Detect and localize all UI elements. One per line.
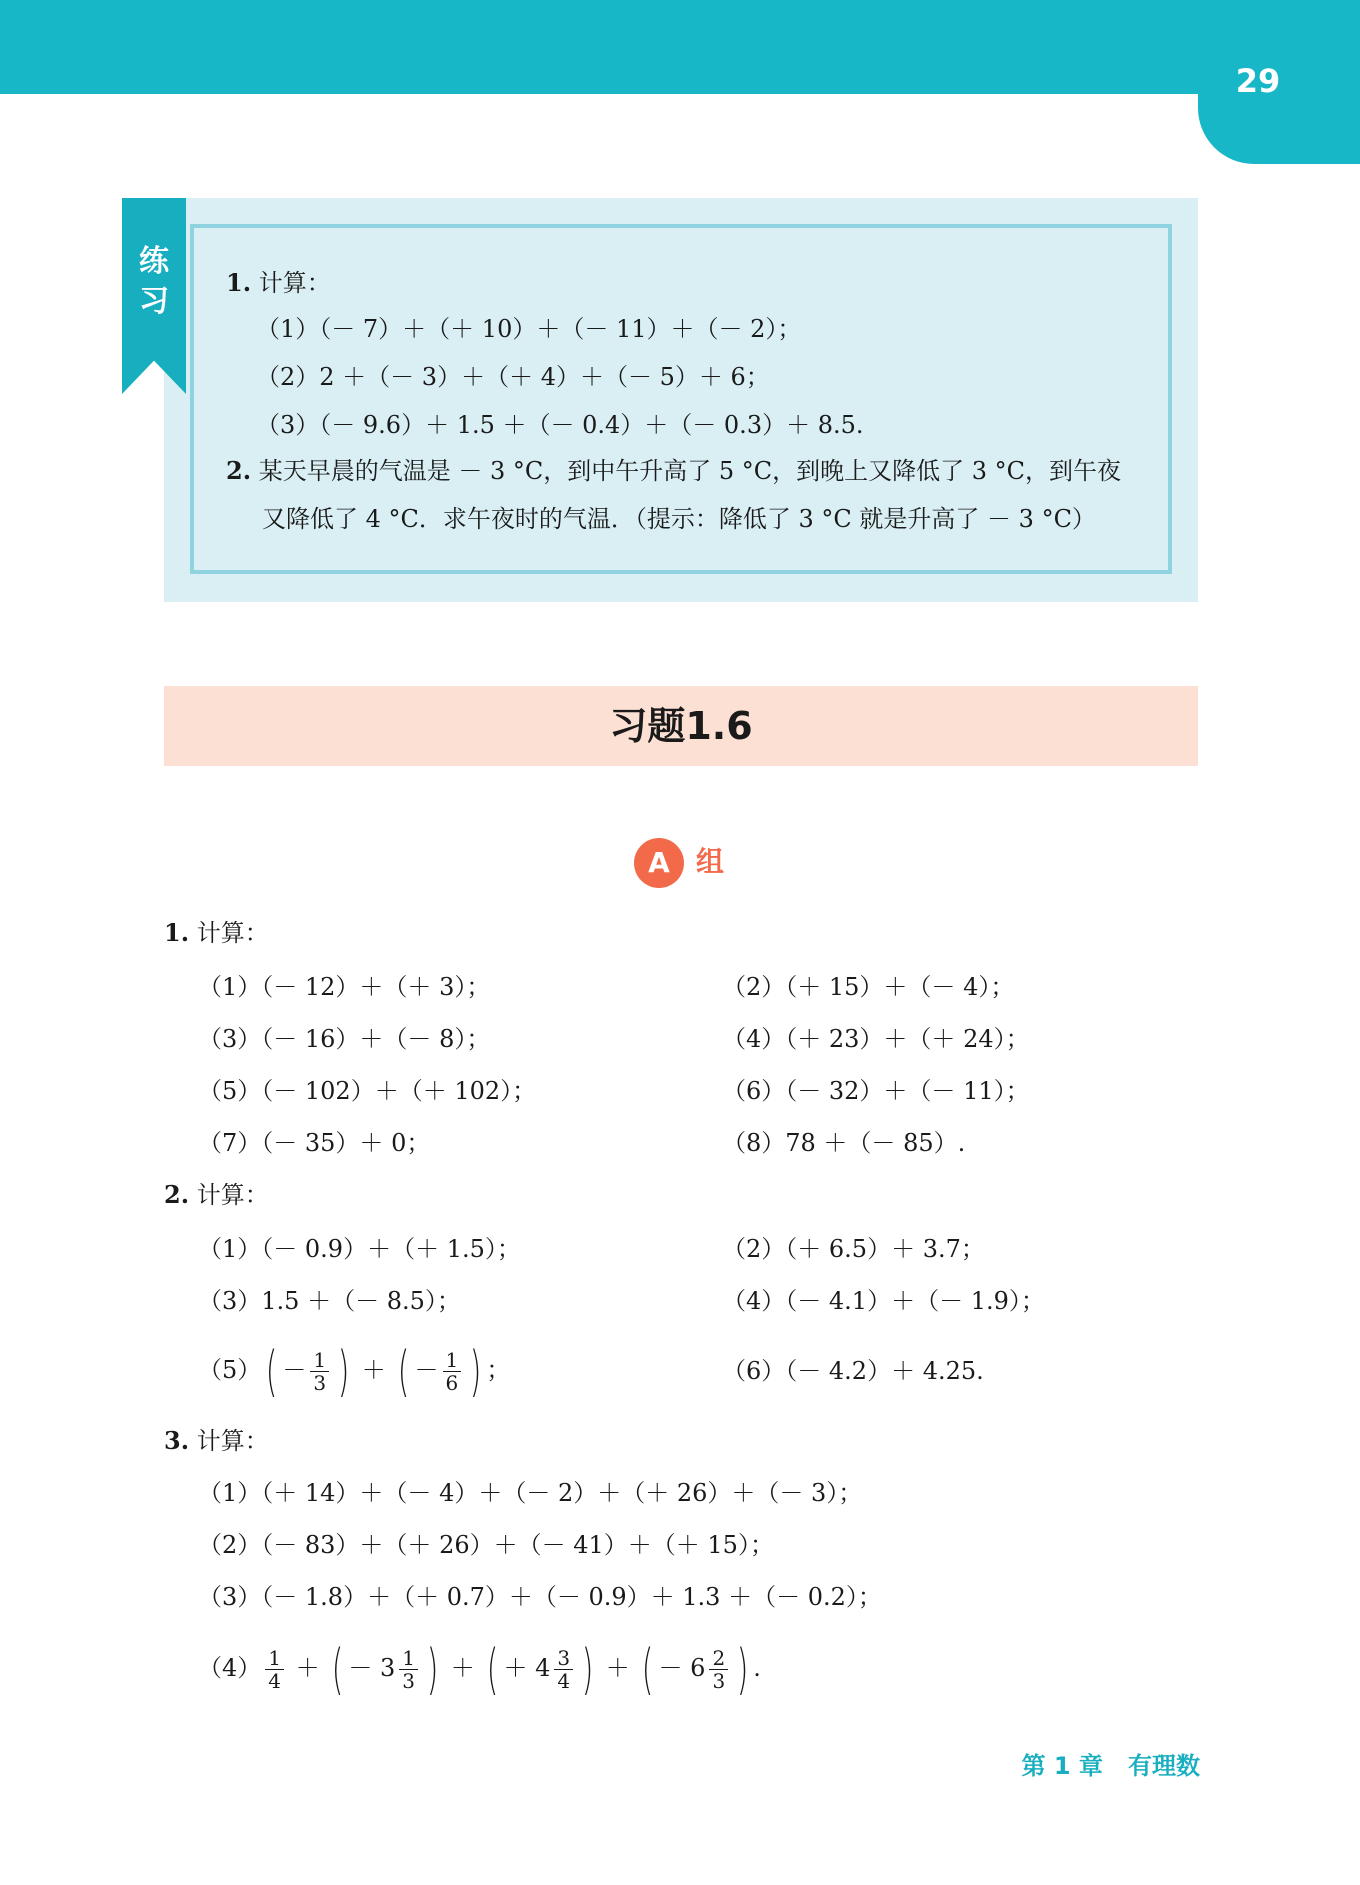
q2-item-5: （5）( － $\frac{1}{3}$ ) ＋ ( － $\frac{1}{6}$ ) ； (198, 1339, 511, 1403)
q3-item-1: （1）（＋ 14）＋（－ 4）＋（－ 2）＋（＋ 26）＋（－ 3）； (198, 1479, 863, 1507)
q3-item-4: （4） $\frac{1}{4}$ ＋ ( － 3 $\frac{1}{3}$ ) ＋ ( ＋ 4 $\frac{3}{4}$ ) ＋ ( － 6 $\frac{2}{3}$ ) . (198, 1637, 761, 1701)
question-1-number: 1. (164, 918, 190, 947)
q1-item-7: （7）（－ 35）＋ 0； (198, 1129, 431, 1157)
q3-item-4-label: （4） (198, 1654, 262, 1682)
fraction: $\frac{3}{4}$ (554, 1647, 573, 1692)
practice-q1-item-2: （2）2 ＋（－ 3）＋（＋ 4）＋（－ 5）＋ 6； (256, 363, 770, 391)
q1-item-8: （8）78 ＋（－ 85）. (722, 1129, 966, 1157)
footer-chapter: 第 1 章 (1021, 1752, 1103, 1780)
q2-item-5-label: （5） (198, 1356, 262, 1384)
group-label: 组 (696, 845, 725, 878)
question-3 (164, 1426, 269, 1456)
q2-item-6: （6）（－ 4.2）＋ 4.25. (722, 1357, 984, 1385)
practice-q2 (226, 456, 1121, 486)
question-2 (164, 1180, 269, 1210)
q1-item-3: （3）（－ 16）＋（－ 8）； (198, 1025, 491, 1053)
q2-item-2: （2）（＋ 6.5）＋ 3.7； (722, 1235, 985, 1263)
practice-q1-text: 计算： (258, 269, 331, 297)
practice-q2-line-2: 又降低了 4 °C．求午夜时的气温．（提示：降低了 3 °C 就是升高了 － 3 °C） (262, 505, 1096, 533)
question-3-text: 计算： (196, 1427, 269, 1455)
q1-item-5: （5）（－ 102）＋（＋ 102）； (198, 1077, 537, 1105)
footer-title: 有理数 (1128, 1752, 1200, 1780)
chapter-footer (1010, 1750, 1200, 1782)
group-badge: A (634, 838, 684, 888)
q2-item-4: （4）（－ 4.1）＋（－ 1.9）； (722, 1287, 1045, 1315)
page-number: 29 (1235, 62, 1281, 100)
fraction: $\frac{1}{4}$ (265, 1647, 284, 1692)
question-1-text: 计算： (196, 919, 269, 947)
practice-q2-number: 2. (226, 456, 252, 485)
fraction: $\frac{1}{3}$ (399, 1647, 418, 1692)
q2-item-1: （1）（－ 0.9）＋（＋ 1.5）； (198, 1235, 521, 1263)
header-bar (0, 0, 1360, 94)
q1-item-2: （2）（＋ 15）＋（－ 4）； (722, 973, 1015, 1001)
practice-q1 (226, 268, 331, 298)
question-1 (164, 918, 269, 948)
fraction: $\frac{1}{6}$ (443, 1349, 462, 1394)
q3-item-2: （2）（－ 83）＋（＋ 26）＋（－ 41）＋（＋ 15）； (198, 1531, 774, 1559)
question-2-text: 计算： (196, 1181, 269, 1209)
q1-item-4: （4）（＋ 23）＋（＋ 24）； (722, 1025, 1030, 1053)
fraction: $\frac{1}{3}$ (310, 1349, 329, 1394)
q1-item-6: （6）（－ 32）＋（－ 11）； (722, 1077, 1030, 1105)
question-2-number: 2. (164, 1180, 190, 1209)
question-3-number: 3. (164, 1426, 190, 1455)
q3-item-3: （3）（－ 1.8）＋（＋ 0.7）＋（－ 0.9）＋ 1.3 ＋（－ 0.2）； (198, 1583, 882, 1611)
practice-q1-item-3: （3）（－ 9.6）＋ 1.5 ＋（－ 0.4）＋（－ 0.3）＋ 8.5. (256, 411, 864, 439)
practice-q1-item-1: （1）（－ 7）＋（＋ 10）＋（－ 11）＋（－ 2）； (256, 315, 802, 343)
fraction: $\frac{2}{3}$ (709, 1647, 728, 1692)
q2-item-3: （3）1.5 ＋（－ 8.5）； (198, 1287, 461, 1315)
practice-q2-line-1: 某天早晨的气温是 － 3 °C，到中午升高了 5 °C，到晚上又降低了 3 °C，到午夜 (258, 457, 1122, 485)
q1-item-1: （1）（－ 12）＋（＋ 3）； (198, 973, 491, 1001)
practice-ribbon-label: 练 习 (139, 244, 169, 319)
exercise-title: 习题1.6 (609, 704, 753, 748)
practice-q1-number: 1. (226, 268, 252, 297)
